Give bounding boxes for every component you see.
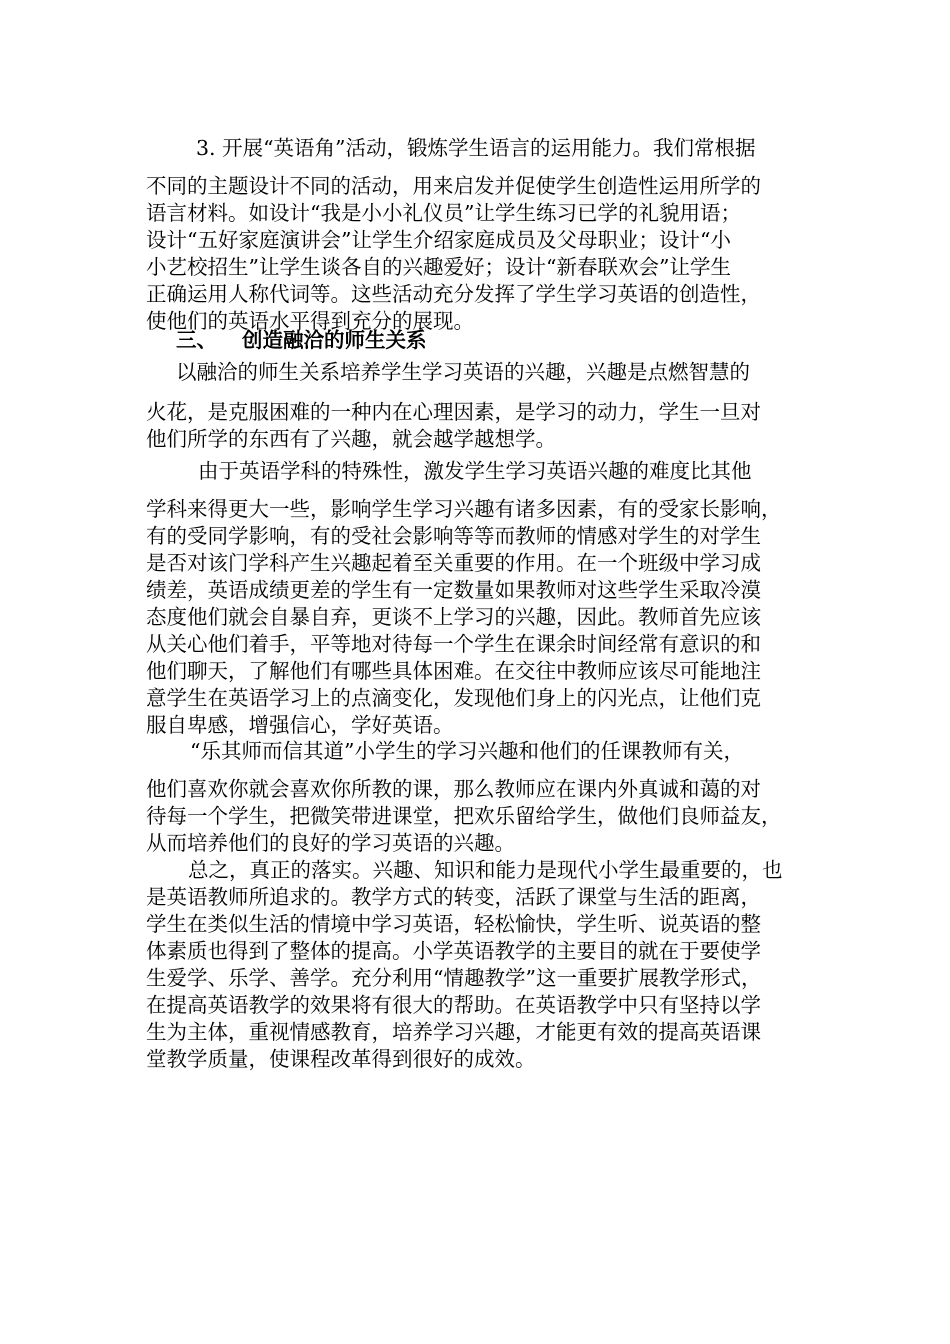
- text-line: “乐其师而信其道”小学生的学习兴趣和他们的任课教师有关，: [190, 739, 744, 763]
- text-line: 绩差，英语成绩更差的学生有一定数量如果教师对这些学生采取冷漠: [146, 578, 761, 602]
- text-line: 语言材料。如设计“我是小小礼仪员”让学生练习已学的礼貌用语；: [146, 201, 741, 225]
- text-line: 他们聊天，了解他们有哪些具体困难。在交往中教师应该尽可能地注: [146, 659, 761, 683]
- text-line: 在提高英语教学的效果将有很大的帮助。在英语教学中只有坚持以学: [146, 993, 761, 1017]
- text-line: 从关心他们着手，平等地对待每一个学生在课余时间经常有意识的和: [146, 632, 761, 656]
- text-line: 态度他们就会自暴自弃，更谈不上学习的兴趣，因此。教师首先应该: [146, 605, 761, 629]
- text-line: 他们所学的东西有了兴趣，就会越学越想学。: [146, 427, 556, 451]
- text-line: 意学生在英语学习上的点滴变化，发现他们身上的闪光点，让他们克: [146, 686, 761, 710]
- text-line: 由于英语学科的特殊性，激发学生学习英语兴趣的难度比其他: [198, 459, 752, 483]
- text-line: 生为主体，重视情感教育，培养学习兴趣，才能更有效的提高英语课: [146, 1020, 761, 1044]
- text-line: 3. 开展“英语角”活动，锻炼学生语言的运用能力。我们常根据: [196, 136, 756, 160]
- text-line: 正确运用人称代词等。这些活动充分发挥了学生学习英语的创造性，: [146, 282, 761, 306]
- text-line: 体素质也得到了整体的提高。小学英语教学的主要目的就在于要使学: [146, 939, 761, 963]
- text-line: 他们喜欢你就会喜欢你所教的课，那么教师应在课内外真诚和蔼的对: [146, 777, 761, 801]
- text-line: 有的受同学影响，有的受社会影响等等而教师的情感对学生的对学生: [146, 524, 761, 548]
- text-line: 以融洽的师生关系培养学生学习英语的兴趣，兴趣是点燃智慧的: [176, 360, 750, 384]
- text-line: 从而培养他们的良好的学习英语的兴趣。: [146, 831, 515, 855]
- text-line: 服自卑感，增强信心，学好英语。: [146, 713, 454, 737]
- text-line: 是否对该门学科产生兴趣起着至关重要的作用。在一个班级中学习成: [146, 551, 761, 575]
- text-line: 堂教学质量，使课程改革得到很好的成效。: [146, 1047, 536, 1071]
- text-line: 火花，是克服困难的一种内在心理因素，是学习的动力，学生一旦对: [146, 400, 761, 424]
- heading-number: 三、: [176, 328, 217, 352]
- text-line: 总之，真正的落实。兴趣、知识和能力是现代小学生最重要的，也: [188, 858, 783, 882]
- text-line: 小艺校招生”让学生谈各自的兴趣爱好；设计“新春联欢会”让学生: [146, 255, 731, 279]
- text-line: 待每一个学生，把微笑带进课堂，把欢乐留给学生，做他们良师益友，: [146, 804, 782, 828]
- heading-title: 创造融洽的师生关系: [242, 328, 427, 352]
- text-line: 是英语教师所追求的。教学方式的转变，活跃了课堂与生活的距离，: [146, 885, 761, 909]
- text-line: 学科来得更大一些，影响学生学习兴趣有诸多因素，有的受家长影响，: [146, 497, 782, 521]
- text-line: 生爱学、乐学、善学。充分利用“情趣教学”这一重要扩展教学形式，: [146, 966, 762, 990]
- text-line: 设计“五好家庭演讲会”让学生介绍家庭成员及父母职业；设计“小: [146, 228, 731, 252]
- text-line: 学生在类似生活的情境中学习英语，轻松愉快，学生听、说英语的整: [146, 912, 761, 936]
- text-line: 不同的主题设计不同的活动，用来启发并促使学生创造性运用所学的: [146, 174, 761, 198]
- section-heading: [176, 326, 427, 354]
- text-line: 使他们的英语水平得到充分的展现。: [146, 309, 474, 333]
